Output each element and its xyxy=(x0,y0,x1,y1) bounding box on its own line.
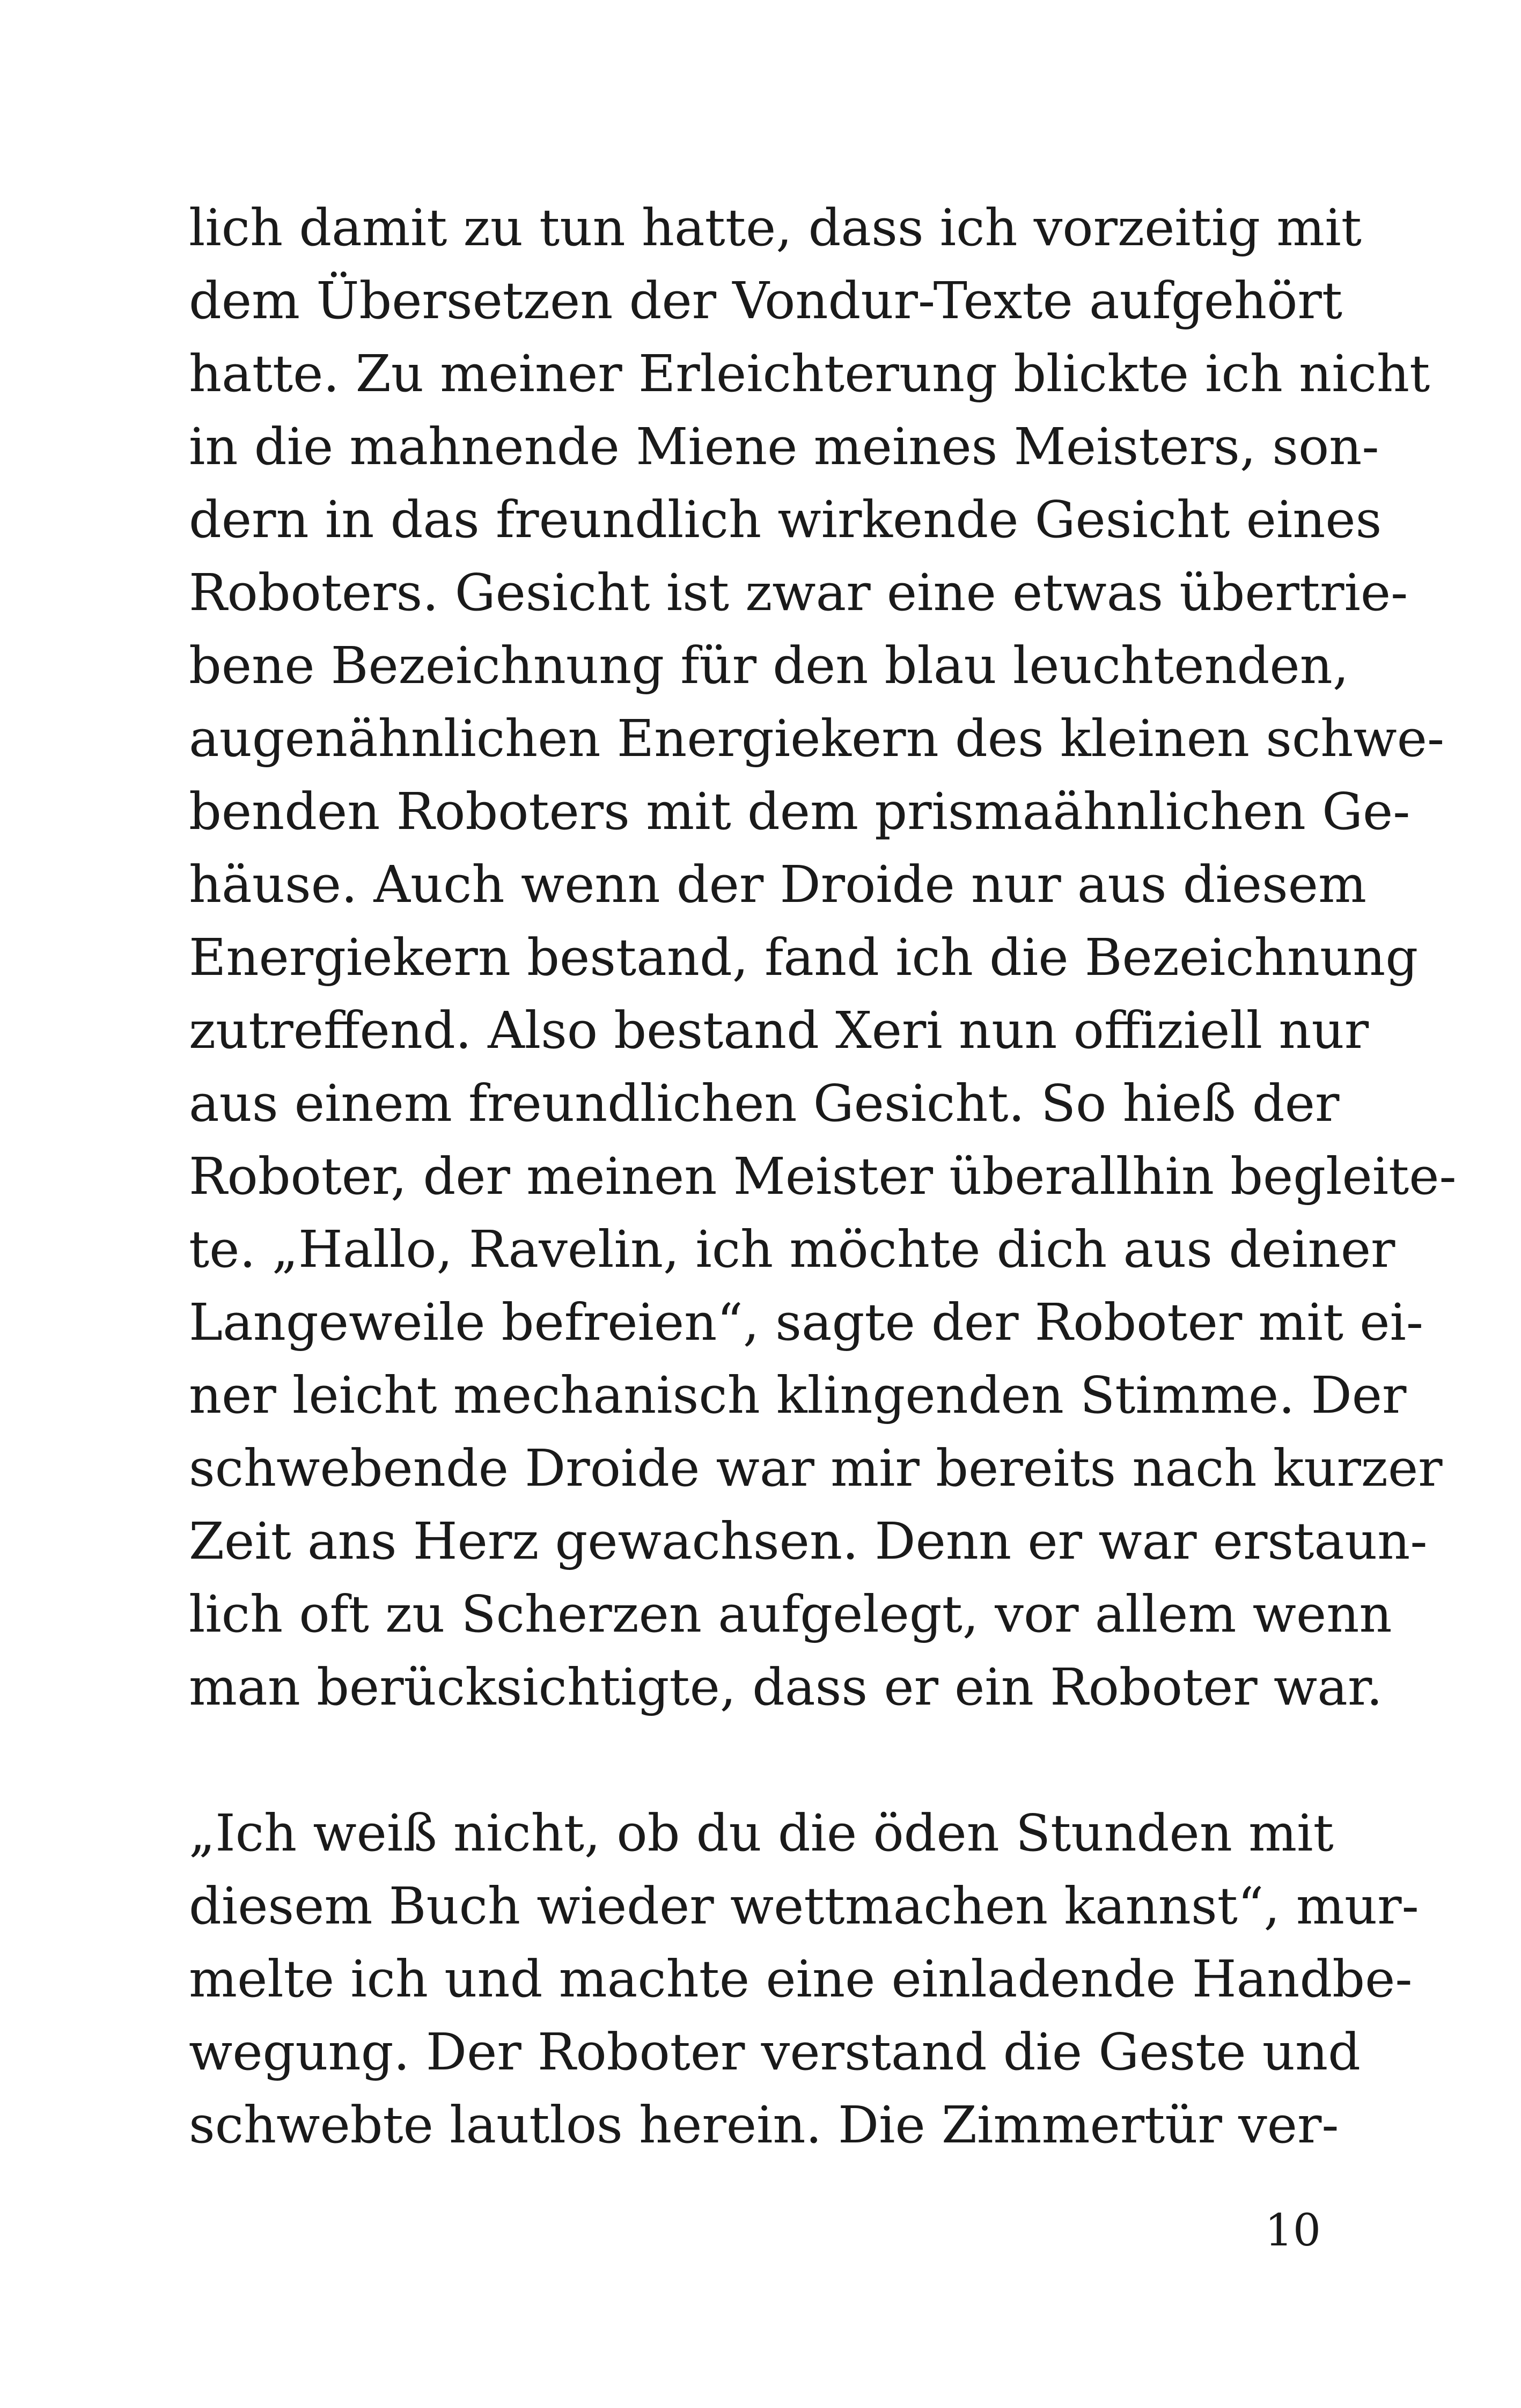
text-line: Zeit ans Herz gewachsen. Denn er war erstaun- xyxy=(189,1512,1428,1571)
text-line: wegung. Der Roboter verstand die Geste und xyxy=(189,2023,1361,2082)
text-line: benden Roboters mit dem prismaähnlichen Ge- xyxy=(189,782,1410,841)
text-line: te. „Hallo, Ravelin, ich möchte dich aus deiner xyxy=(189,1220,1395,1279)
text-line: schwebende Droide war mir bereits nach kurzer xyxy=(189,1439,1443,1498)
text-line: dern in das freundlich wirkende Gesicht eines xyxy=(189,490,1382,549)
text-line: Langeweile befreien“, sagte der Roboter mit ei- xyxy=(189,1293,1423,1352)
text-line: man berücksichtigte, dass er ein Roboter war. xyxy=(189,1658,1383,1717)
text-line: ner leicht mechanisch klingenden Stimme. Der xyxy=(189,1366,1407,1425)
text-line: in die mahnende Miene meines Meisters, son- xyxy=(189,417,1379,476)
text-line: bene Bezeichnung für den blau leuchtenden, xyxy=(189,636,1349,695)
page-number: 10 xyxy=(1265,2205,1321,2256)
text-line: hatte. Zu meiner Erleichterung blickte ich nicht xyxy=(189,344,1430,403)
text-line: melte ich und machte eine einladende Handbe- xyxy=(189,1950,1413,2009)
text-line: häuse. Auch wenn der Droide nur aus diesem xyxy=(189,855,1367,914)
text-line: zutreffend. Also bestand Xeri nun offiziell nur xyxy=(189,1001,1369,1060)
text-line: Energiekern bestand, fand ich die Bezeichnung xyxy=(189,928,1419,987)
text-line: aus einem freundlichen Gesicht. So hieß der xyxy=(189,1074,1340,1133)
text-line: lich damit zu tun hatte, dass ich vorzeitig mit xyxy=(189,199,1362,258)
text-line: „Ich weiß nicht, ob du die öden Stunden mit xyxy=(189,1804,1334,1863)
text-line: Roboters. Gesicht ist zwar eine etwas übertrie- xyxy=(189,563,1408,622)
text-line: diesem Buch wieder wettmachen kannst“, mur- xyxy=(189,1877,1419,1936)
text-line: augenähnlichen Energiekern des kleinen schwe- xyxy=(189,709,1445,768)
text-line: dem Übersetzen der Vondur-Texte aufgehört xyxy=(189,271,1343,331)
text-line: schwebte lautlos herein. Die Zimmertür ver- xyxy=(189,2096,1339,2155)
text-line: Roboter, der meinen Meister überallhin begleite- xyxy=(189,1147,1457,1206)
text-line: lich oft zu Scherzen aufgelegt, vor allem wenn xyxy=(189,1585,1392,1644)
